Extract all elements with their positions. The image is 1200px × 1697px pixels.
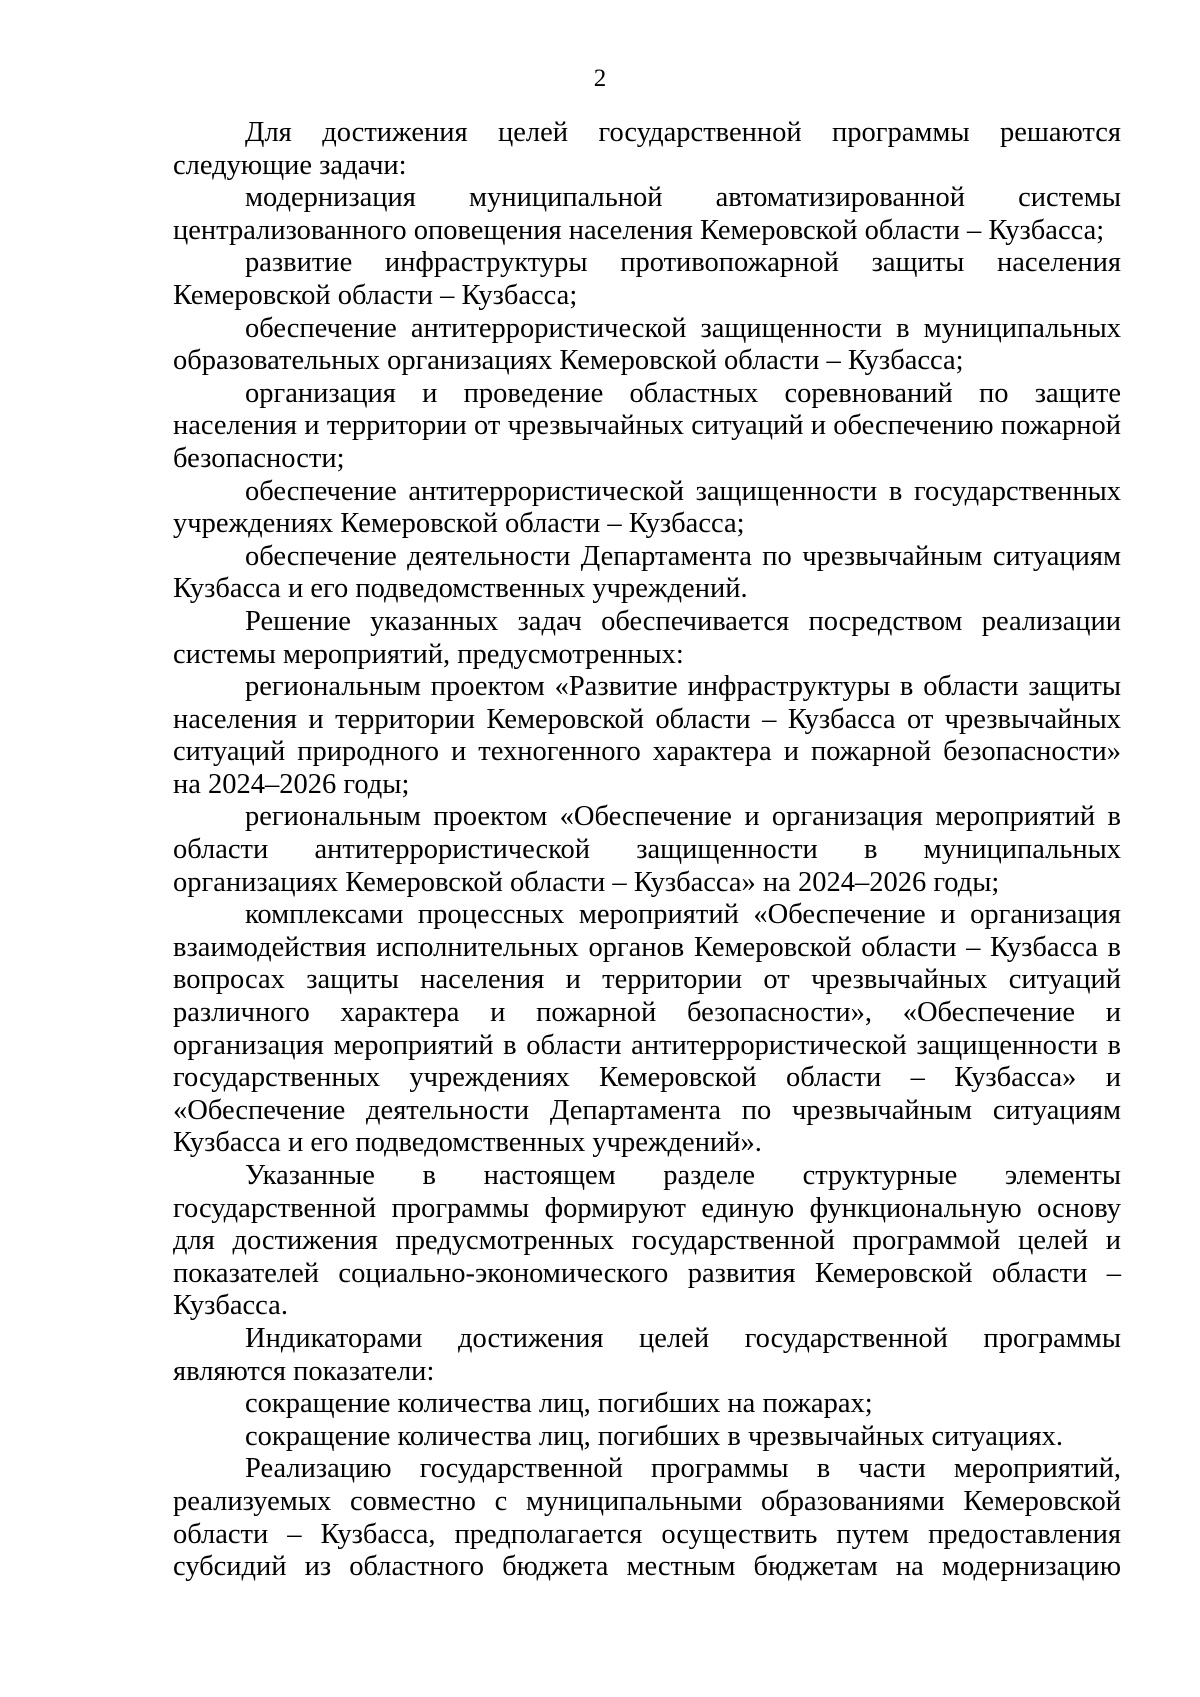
paragraph-regional-project-infrastructure: региональным проектом «Развитие инфраструктуры в области защиты населения и территории Кемеровской области – Кузбасса от чрезвычайных ситуаций природного и техногенного характера и пожарной безопасности» на 2024–2026 годы; — [173, 671, 1121, 800]
paragraph-task-antiterror-state: обеспечение антитеррористической защищенности в государственных учреждениях Кемеровской области – Кузбасса; — [173, 475, 1121, 540]
document-body — [173, 117, 1121, 1584]
paragraph-task-competitions: организация и проведение областных соревнований по защите населения и территории от чрезвычайных ситуаций и обеспечению пожарной безопасности; — [173, 377, 1121, 474]
paragraph-indicators-intro: Индикаторами достижения целей государственной программы являются показатели: — [173, 1322, 1121, 1387]
paragraph-task-warning-system: модернизация муниципальной автоматизированной системы централизованного оповещения населения Кемеровской области – Кузбасса; — [173, 182, 1121, 246]
paragraph-task-fire-infrastructure: развитие инфраструктуры противопожарной защиты населения Кемеровской области – Кузбасса; — [173, 247, 1121, 311]
paragraph-process-complexes: комплексами процессных мероприятий «Обеспечение и организация взаимодействия исполнительных органов Кемеровской области – Кузбасса в вопросах защиты населения и территории от чрезвычайных ситуаций различного характера и пожарной безопасности», «Обеспечение и организация мероприятий в области антитеррористической защищенности в государственных учреждениях Кемеровской области – Кузбасса» и «Обеспечение деятельности Департамента по чрезвычайным ситуациям Кузбасса и его подведомственных учреждений». — [173, 899, 1121, 1159]
paragraph-tasks-intro: Для достижения целей государственной программы решаются следующие задачи: — [173, 117, 1121, 181]
paragraph-indicator-emergencies: сокращение количества лиц, погибших в чрезвычайных ситуациях. — [245, 1420, 1063, 1452]
paragraph-solution-intro: Решение указанных задач обеспечивается посредством реализации системы мероприятий, предусмотренных: — [173, 605, 1121, 670]
page-number: 2 — [593, 65, 607, 92]
paragraph-indicator-fires: сокращение количества лиц, погибших на пожарах; — [245, 1388, 873, 1420]
paragraph-implementation-subsidies: Реализацию государственной программы в части мероприятий, реализуемых совместно с муниципальными образованиями Кемеровской области – Кузбасса, предполагается осуществить путем предоставления субсидий из областного бюджета местным бюджетам на модернизацию — [173, 1453, 1121, 1583]
paragraph-structural-elements: Указанные в настоящем разделе структурные элементы государственной программы формируют единую функциональную основу для достижения предусмотренных государственной программой целей и показателей социально-экономического развития Кемеровской области – Кузбасса. — [173, 1160, 1121, 1322]
paragraph-task-department: обеспечение деятельности Департамента по чрезвычайным ситуациям Кузбасса и его подведомственных учреждений. — [173, 540, 1121, 605]
paragraph-regional-project-antiterror: региональным проектом «Обеспечение и организация мероприятий в области антитеррористической защищенности в муниципальных организациях Кемеровской области – Кузбасса» на 2024–2026 годы; — [173, 801, 1121, 898]
paragraph-task-antiterror-municipal: обеспечение антитеррористической защищенности в муниципальных образовательных организациях Кемеровской области – Кузбасса; — [173, 312, 1121, 377]
